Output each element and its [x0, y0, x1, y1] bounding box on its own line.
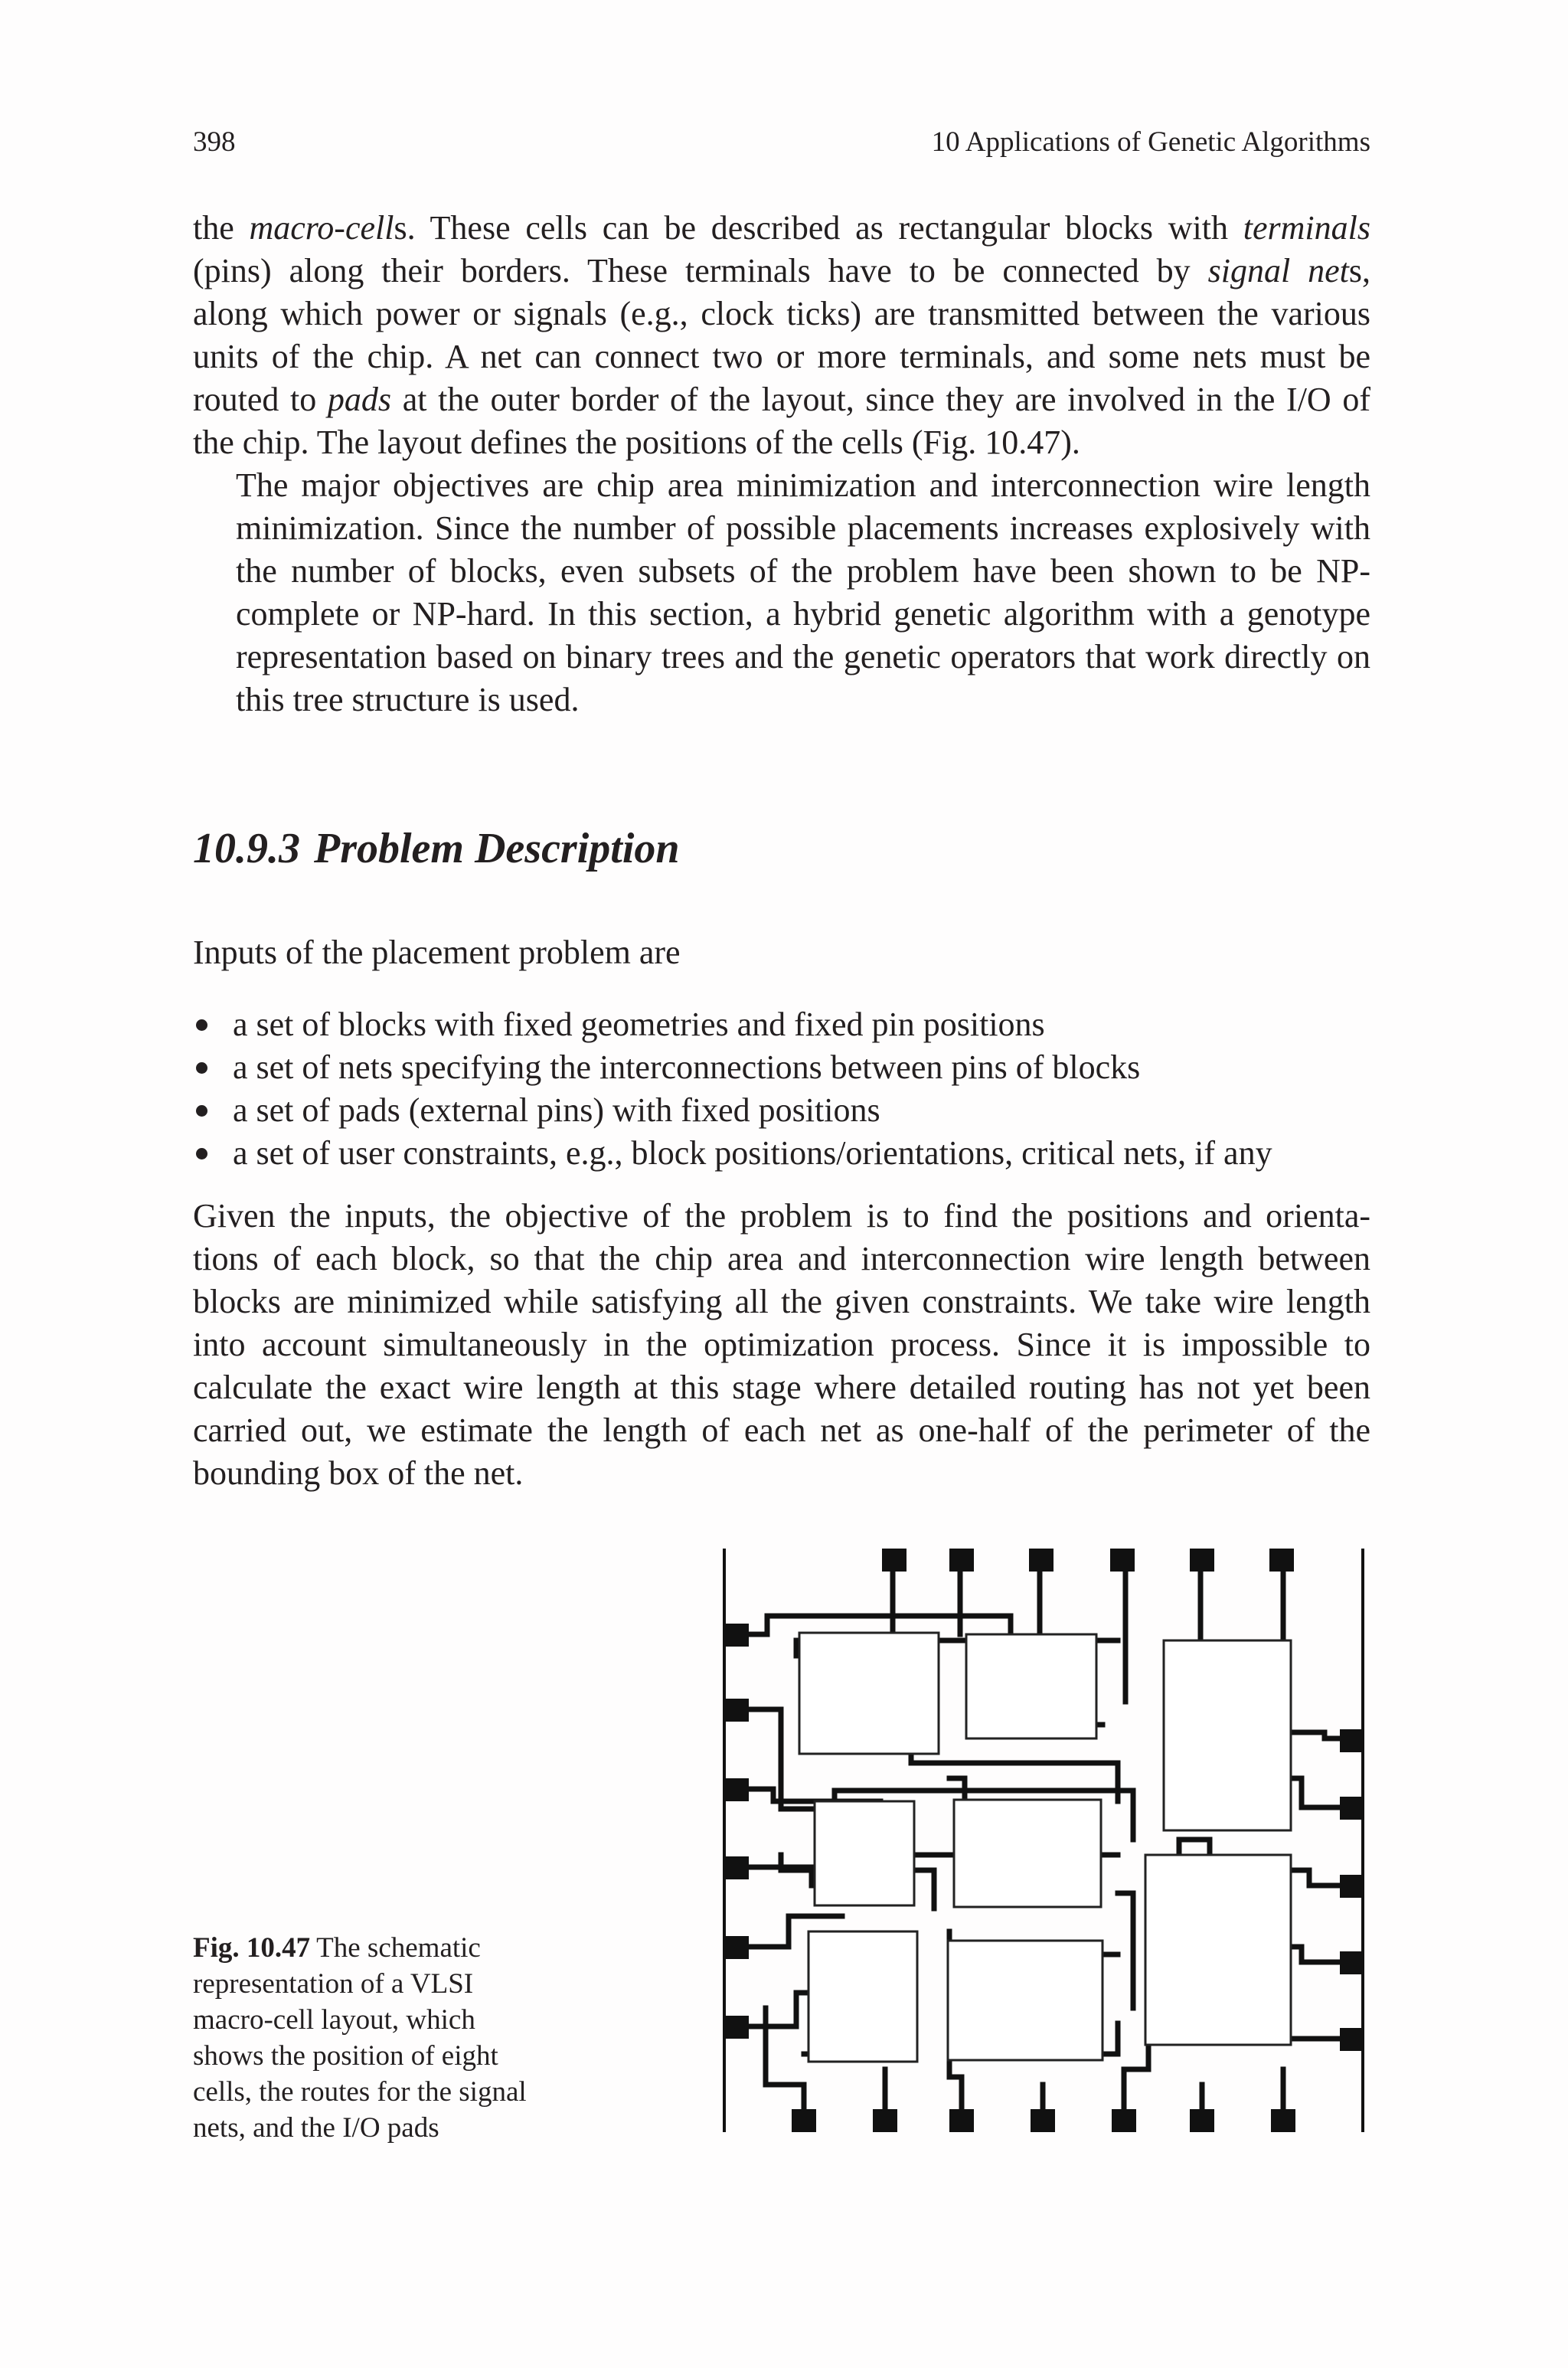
cell-7	[808, 1931, 917, 2062]
list-item: a set of user constraints, e.g., block positions/orientations, critical nets, if any	[193, 1132, 1272, 1175]
text-line: calculate the exact wire length at this stage where detailed routing has not yet been	[193, 1369, 1370, 1406]
bullet-icon	[196, 1062, 207, 1074]
section-title: Problem Description	[314, 825, 680, 872]
vlsi-layout-figure	[720, 1549, 1370, 2132]
list-item: a set of blocks with fixed geometries and fixed pin positions	[193, 1003, 1272, 1046]
figure-label: Fig. 10.47	[193, 1932, 311, 1964]
text-line: routed to pads at the outer border of the layout, since they are involved in the I/O of	[193, 381, 1370, 418]
cell-3	[1164, 1640, 1291, 1830]
bullet-icon	[196, 1105, 207, 1117]
paragraph-macro-cells	[193, 207, 1370, 464]
io-pad-left-2	[724, 1699, 749, 1722]
inputs-list	[193, 1003, 1272, 1175]
cell-1	[799, 1633, 939, 1754]
io-pad-top-5	[1190, 1549, 1214, 1572]
text-line: along which power or signals (e.g., clock ticks) are transmitted between the various	[193, 295, 1370, 332]
io-pad-left-4	[724, 1856, 749, 1879]
cell-2	[966, 1634, 1096, 1738]
text-line: blocks are minimized while satisfying all the given constraints. We take wire length	[193, 1283, 1370, 1320]
io-pad-left-5	[724, 1936, 749, 1959]
text-line: into account simultaneously in the optimization process. Since it is impossible to	[193, 1326, 1370, 1363]
io-pad-bottom-5	[1112, 2109, 1136, 2132]
io-pad-right-5	[1340, 2028, 1364, 2051]
list-item: a set of nets specifying the interconnections between pins of blocks	[193, 1046, 1272, 1089]
io-pad-left-3	[724, 1778, 749, 1801]
text-line: the chip. The layout defines the positions of the cells (Fig. 10.47).	[193, 424, 1080, 461]
io-pad-top-3	[1029, 1549, 1054, 1572]
emphasized-term: signal net	[1207, 252, 1349, 289]
io-pad-left-1	[724, 1624, 749, 1647]
caption-line: macro-cell layout, which	[193, 2004, 475, 2036]
vlsi-layout-diagram	[720, 1549, 1370, 2132]
io-pad-bottom-7	[1271, 2109, 1295, 2132]
io-pad-bottom-6	[1190, 2109, 1214, 2132]
text-line: the number of blocks, even subsets of the problem have been shown to be NP-	[236, 552, 1370, 590]
bullet-icon	[196, 1148, 207, 1159]
page-number: 398	[193, 126, 236, 158]
text-line: complete or NP-hard. In this section, a hybrid genetic algorithm with a genotype	[236, 595, 1370, 633]
cell-6	[1145, 1855, 1291, 2045]
text-line: The major objectives are chip area minimization and interconnection wire length	[236, 466, 1370, 504]
io-pad-right-3	[1340, 1875, 1364, 1898]
caption-line: nets, and the I/O pads	[193, 2112, 439, 2144]
text-line: this tree structure is used.	[236, 681, 580, 718]
io-pad-right-4	[1340, 1951, 1364, 1974]
cell-5	[954, 1800, 1101, 1907]
text-line: carried out, we estimate the length of each net as one-half of the perimeter of the	[193, 1411, 1370, 1449]
io-pad-top-4	[1110, 1549, 1135, 1572]
running-head	[193, 126, 1370, 164]
text-line: bounding box of the net.	[193, 1454, 524, 1492]
io-pad-bottom-2	[873, 2109, 897, 2132]
text-line: tions of each block, so that the chip area and interconnection wire length between	[193, 1240, 1370, 1277]
figure-caption	[193, 1930, 560, 2146]
text-line: Given the inputs, the objective of the problem is to find the positions and orienta-	[193, 1197, 1370, 1235]
io-pad-top-2	[949, 1549, 974, 1572]
caption-line: shows the position of eight	[193, 2040, 498, 2072]
chapter-title: 10 Applications of Genetic Algorithms	[931, 126, 1370, 158]
caption-line: cells, the routes for the signal	[193, 2076, 527, 2108]
io-pad-left-6	[724, 2016, 749, 2039]
io-pad-right-2	[1340, 1797, 1364, 1820]
io-pad-bottom-1	[792, 2109, 816, 2132]
text-line: representation based on binary trees and the genetic operators that work directly on	[236, 638, 1370, 675]
list-item: a set of pads (external pins) with fixed positions	[193, 1089, 1272, 1132]
io-pad-top-6	[1269, 1549, 1294, 1572]
io-pad-top-1	[882, 1549, 906, 1572]
emphasized-term: pads	[327, 381, 392, 418]
io-pad-right-1	[1340, 1729, 1364, 1752]
emphasized-term: macro-cell	[249, 209, 394, 247]
paragraph-objectives	[193, 464, 1370, 721]
text-line: minimization. Since the number of possible placements increases explosively with	[236, 509, 1370, 547]
io-pad-bottom-4	[1031, 2109, 1055, 2132]
cell-4	[815, 1801, 914, 1905]
text-line: the macro-cells. These cells can be described as rectangular blocks with terminals	[193, 209, 1370, 247]
caption-line: The schematic	[316, 1932, 481, 1964]
section-heading	[193, 824, 680, 873]
section-number: 10.9.3	[193, 825, 300, 872]
bullet-icon	[196, 1019, 207, 1031]
text-line: units of the chip. A net can connect two or more terminals, and some nets must be	[193, 338, 1370, 375]
paragraph-objective-statement	[193, 1195, 1370, 1495]
figure-caption-text	[193, 1932, 527, 2144]
emphasized-term: terminals	[1243, 209, 1370, 247]
io-pad-bottom-3	[949, 2109, 974, 2132]
inputs-intro: Inputs of the placement problem are	[193, 934, 681, 971]
text-line: (pins) along their borders. These terminals have to be connected by signal nets,	[193, 252, 1370, 289]
caption-line: representation of a VLSI	[193, 1968, 474, 2000]
cell-8	[948, 1941, 1102, 2060]
